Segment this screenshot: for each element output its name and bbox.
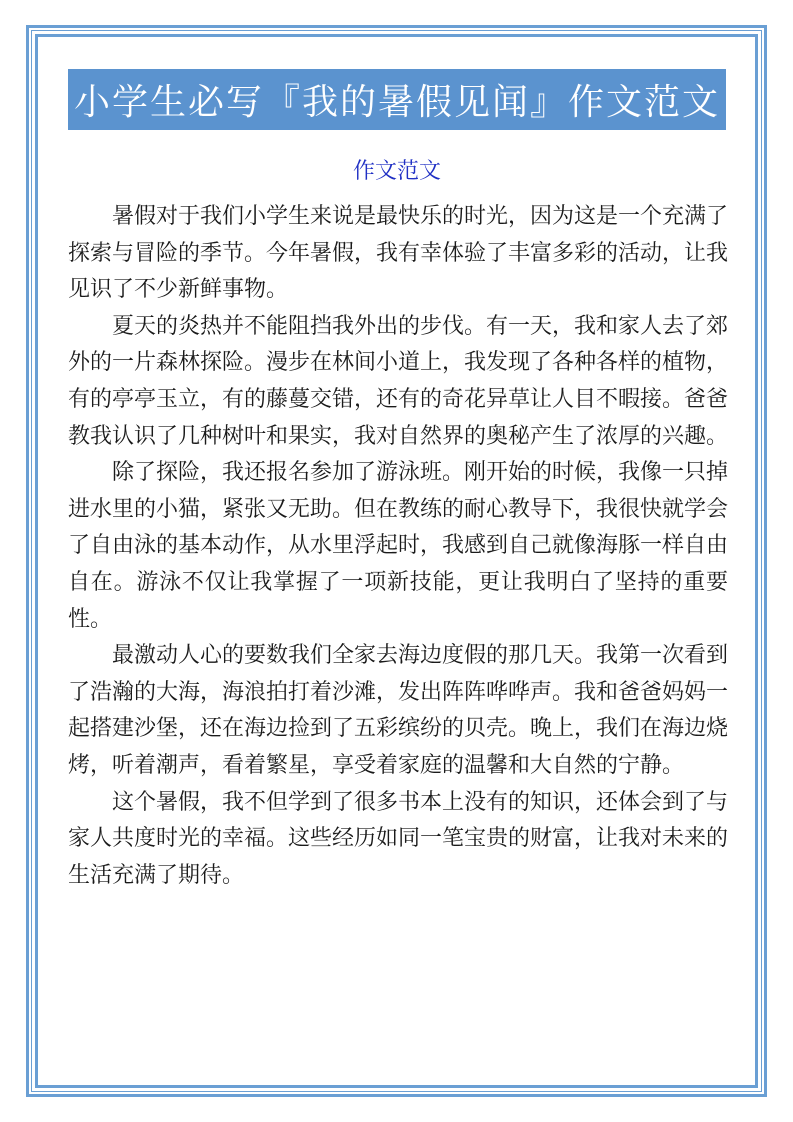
- essay-paragraph-1: 暑假对于我们小学生来说是最快乐的时光，因为这是一个充满了探索与冒险的季节。今年暑假，我有幸体验了丰富多彩的活动，让我见识了不少新鲜事物。: [68, 204, 729, 303]
- essay-body: [68, 199, 728, 894]
- essay-paragraph-5: 这个暑假，我不但学到了很多书本上没有的知识，还体会到了与家人共度时光的幸福。这些经历如同一笔宝贵的财富，让我对未来的生活充满了期待。: [68, 789, 729, 888]
- essay-paragraph-3: 除了探险，我还报名参加了游泳班。刚开始的时候，我像一只掉进水里的小猫，紧张又无助。但在教练的耐心教导下，我很快就学会了自由泳的基本动作，从水里浮起时，我感到自己就像海豚一样自由自在。游泳不仅让我掌握了一项新技能，更让我明白了坚持的重要性。: [68, 460, 729, 632]
- title-banner: [68, 69, 726, 130]
- section-subtitle: 作文范文: [352, 159, 441, 184]
- page-title: 小学生必写『我的暑假见闻』作文范文: [73, 82, 720, 123]
- essay-paragraph-4: 最激动人心的要数我们全家去海边度假的那几天。我第一次看到了浩瀚的大海，海浪拍打着沙滩，发出阵阵哗哗声。我和爸爸妈妈一起搭建沙堡，还在海边捡到了五彩缤纷的贝壳。晚上，我们在海边烧烤，听着潮声，看着繁星，享受着家庭的温馨和大自然的宁静。: [68, 643, 729, 778]
- essay-paragraph-2: 夏天的炎热并不能阻挡我外出的步伐。有一天，我和家人去了郊外的一片森林探险。漫步在林间小道上，我发现了各种各样的植物，有的亭亭玉立，有的藤蔓交错，还有的奇花异草让人目不暇接。爸爸教我认识了几种树叶和果实，我对自然界的奥秘产生了浓厚的兴趣。: [68, 313, 729, 449]
